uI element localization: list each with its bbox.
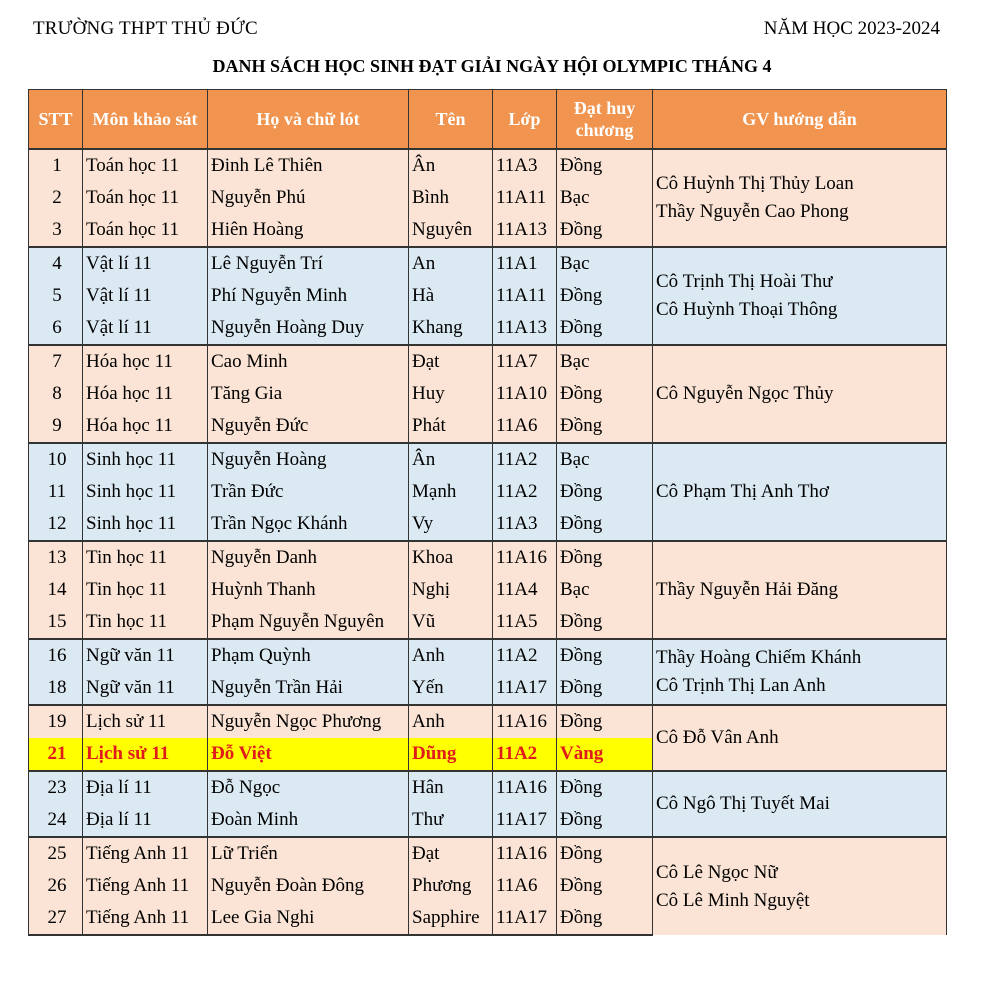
cell-subject: Vật lí 11 [83, 312, 208, 345]
cell-subject: Sinh học 11 [83, 508, 208, 541]
cell-stt: 19 [29, 705, 83, 738]
cell-stt: 3 [29, 214, 83, 247]
cell-given-name: Hân [409, 771, 493, 804]
cell-stt: 6 [29, 312, 83, 345]
cell-class: 11A6 [493, 410, 557, 443]
teacher-name: Cô Trịnh Thị Lan Anh [656, 675, 826, 696]
cell-medal: Bạc [557, 443, 653, 476]
cell-surname: Phạm Nguyễn Nguyên [208, 606, 409, 639]
cell-given-name: Vũ [409, 606, 493, 639]
cell-given-name: Thư [409, 804, 493, 837]
cell-given-name: Mạnh [409, 476, 493, 508]
cell-surname: Trần Đức [208, 476, 409, 508]
cell-class: 11A16 [493, 837, 557, 870]
cell-teacher [653, 443, 947, 541]
cell-medal: Đồng [557, 606, 653, 639]
cell-subject: Tiếng Anh 11 [83, 870, 208, 902]
cell-given-name: Sapphire [409, 902, 493, 935]
cell-stt: 11 [29, 476, 83, 508]
cell-medal: Đồng [557, 541, 653, 574]
cell-stt: 5 [29, 280, 83, 312]
cell-surname: Lee Gia Nghi [208, 902, 409, 935]
cell-medal: Vàng [557, 738, 653, 771]
cell-given-name: Vy [409, 508, 493, 541]
cell-given-name: Ân [409, 149, 493, 182]
cell-surname: Phí Nguyễn Minh [208, 280, 409, 312]
teacher-name: Cô Huỳnh Thị Thủy Loan [656, 173, 854, 194]
cell-class: 11A17 [493, 804, 557, 837]
cell-teacher [653, 345, 947, 443]
cell-surname: Lê Nguyễn Trí [208, 247, 409, 280]
cell-subject: Tin học 11 [83, 541, 208, 574]
cell-class: 11A13 [493, 214, 557, 247]
cell-medal: Bạc [557, 247, 653, 280]
cell-subject: Lịch sử 11 [83, 705, 208, 738]
column-header-given-name: Tên [409, 90, 493, 150]
cell-class: 11A13 [493, 312, 557, 345]
cell-given-name: Đạt [409, 837, 493, 870]
cell-surname: Đinh Lê Thiên [208, 149, 409, 182]
cell-given-name: Khang [409, 312, 493, 345]
column-header-medal: Đạt huy chương [557, 90, 653, 150]
cell-given-name: Phương [409, 870, 493, 902]
cell-medal: Đồng [557, 902, 653, 935]
cell-medal: Đồng [557, 149, 653, 182]
cell-teacher [653, 247, 947, 345]
cell-stt: 2 [29, 182, 83, 214]
teacher-name: Cô Ngô Thị Tuyết Mai [656, 793, 830, 814]
teacher-name: Cô Nguyễn Ngọc Thủy [656, 383, 834, 404]
cell-class: 11A5 [493, 606, 557, 639]
cell-subject: Vật lí 11 [83, 247, 208, 280]
table-row [29, 345, 947, 378]
cell-teacher [653, 705, 947, 771]
cell-subject: Toán học 11 [83, 214, 208, 247]
teacher-name: Thầy Nguyễn Hải Đăng [656, 579, 839, 600]
cell-given-name: An [409, 247, 493, 280]
cell-given-name: Bình [409, 182, 493, 214]
cell-surname: Cao Minh [208, 345, 409, 378]
cell-class: 11A7 [493, 345, 557, 378]
cell-stt: 25 [29, 837, 83, 870]
cell-surname: Phạm Quỳnh [208, 639, 409, 672]
cell-given-name: Phát [409, 410, 493, 443]
cell-stt: 21 [29, 738, 83, 771]
teacher-name: Cô Trịnh Thị Hoài Thư [656, 271, 833, 292]
cell-class: 11A16 [493, 771, 557, 804]
cell-subject: Sinh học 11 [83, 443, 208, 476]
cell-medal: Đồng [557, 705, 653, 738]
table-row [29, 443, 947, 476]
cell-given-name: Huy [409, 378, 493, 410]
cell-stt: 10 [29, 443, 83, 476]
cell-stt: 15 [29, 606, 83, 639]
cell-medal: Bạc [557, 345, 653, 378]
teacher-name: Thầy Nguyễn Cao Phong [656, 201, 849, 222]
cell-medal: Đồng [557, 410, 653, 443]
cell-teacher [653, 771, 947, 837]
cell-class: 11A4 [493, 574, 557, 606]
teacher-name: Thầy Hoàng Chiếm Khánh [656, 647, 862, 668]
cell-medal: Đồng [557, 672, 653, 705]
cell-teacher [653, 149, 947, 247]
awards-table [28, 89, 947, 936]
table-body [29, 149, 947, 935]
cell-surname: Nguyễn Đoàn Đông [208, 870, 409, 902]
cell-surname: Đoàn Minh [208, 804, 409, 837]
table-row [29, 639, 947, 672]
cell-class: 11A11 [493, 182, 557, 214]
table-row [29, 247, 947, 280]
cell-given-name: Ân [409, 443, 493, 476]
cell-given-name: Nguyên [409, 214, 493, 247]
cell-subject: Hóa học 11 [83, 378, 208, 410]
cell-subject: Tin học 11 [83, 606, 208, 639]
cell-subject: Địa lí 11 [83, 804, 208, 837]
cell-subject: Hóa học 11 [83, 345, 208, 378]
cell-stt: 4 [29, 247, 83, 280]
cell-given-name: Yến [409, 672, 493, 705]
cell-surname: Trần Ngọc Khánh [208, 508, 409, 541]
cell-subject: Lịch sử 11 [83, 738, 208, 771]
cell-teacher [653, 541, 947, 639]
cell-subject: Tiếng Anh 11 [83, 902, 208, 935]
cell-stt: 13 [29, 541, 83, 574]
document-title: DANH SÁCH HỌC SINH ĐẠT GIẢI NGÀY HỘI OLYMPIC THÁNG 4 [212, 56, 772, 76]
school-year: NĂM HỌC 2023-2024 [763, 18, 940, 39]
cell-subject: Vật lí 11 [83, 280, 208, 312]
cell-medal: Đồng [557, 214, 653, 247]
cell-class: 11A2 [493, 443, 557, 476]
teacher-name: Cô Phạm Thị Anh Thơ [656, 481, 829, 502]
header-row [29, 90, 947, 150]
table-row [29, 149, 947, 182]
table-row [29, 771, 947, 804]
cell-subject: Toán học 11 [83, 182, 208, 214]
school-name: TRƯỜNG THPT THỦ ĐỨC [33, 18, 258, 39]
table-row [29, 705, 947, 738]
teacher-name: Cô Huỳnh Thoại Thông [656, 299, 838, 320]
cell-subject: Ngữ văn 11 [83, 672, 208, 705]
cell-stt: 18 [29, 672, 83, 705]
cell-class: 11A1 [493, 247, 557, 280]
cell-subject: Hóa học 11 [83, 410, 208, 443]
column-header-subject: Môn khảo sát [83, 90, 208, 150]
cell-stt: 7 [29, 345, 83, 378]
cell-class: 11A11 [493, 280, 557, 312]
cell-medal: Đồng [557, 771, 653, 804]
table-row [29, 837, 947, 870]
cell-stt: 23 [29, 771, 83, 804]
cell-medal: Đồng [557, 639, 653, 672]
cell-surname: Nguyễn Hoàng Duy [208, 312, 409, 345]
cell-surname: Nguyễn Hoàng [208, 443, 409, 476]
cell-class: 11A17 [493, 672, 557, 705]
cell-subject: Địa lí 11 [83, 771, 208, 804]
cell-surname: Đỗ Ngọc [208, 771, 409, 804]
cell-class: 11A17 [493, 902, 557, 935]
cell-class: 11A3 [493, 149, 557, 182]
cell-subject: Tiếng Anh 11 [83, 837, 208, 870]
cell-medal: Đồng [557, 870, 653, 902]
cell-stt: 24 [29, 804, 83, 837]
cell-surname: Đỗ Việt [208, 738, 409, 771]
table-header [29, 90, 947, 150]
cell-given-name: Anh [409, 705, 493, 738]
cell-medal: Đồng [557, 476, 653, 508]
cell-surname: Nguyễn Trần Hải [208, 672, 409, 705]
cell-class: 11A16 [493, 705, 557, 738]
cell-given-name: Dũng [409, 738, 493, 771]
cell-class: 11A6 [493, 870, 557, 902]
cell-surname: Nguyễn Ngọc Phương [208, 705, 409, 738]
cell-medal: Đồng [557, 508, 653, 541]
cell-subject: Tin học 11 [83, 574, 208, 606]
cell-given-name: Hà [409, 280, 493, 312]
cell-medal: Đồng [557, 280, 653, 312]
cell-class: 11A3 [493, 508, 557, 541]
cell-teacher [653, 639, 947, 705]
cell-medal: Đồng [557, 378, 653, 410]
cell-medal: Đồng [557, 312, 653, 345]
teacher-name: Cô Lê Ngọc Nữ [656, 861, 778, 883]
cell-surname: Huỳnh Thanh [208, 574, 409, 606]
column-header-surname: Họ và chữ lót [208, 90, 409, 150]
cell-surname: Tăng Gia [208, 378, 409, 410]
cell-class: 11A2 [493, 738, 557, 771]
cell-class: 11A16 [493, 541, 557, 574]
cell-stt: 26 [29, 870, 83, 902]
column-header-teacher: GV hướng dẫn [653, 90, 947, 150]
cell-subject: Sinh học 11 [83, 476, 208, 508]
cell-stt: 9 [29, 410, 83, 443]
cell-surname: Hiên Hoàng [208, 214, 409, 247]
cell-stt: 14 [29, 574, 83, 606]
cell-subject: Toán học 11 [83, 149, 208, 182]
cell-given-name: Anh [409, 639, 493, 672]
table-row [29, 541, 947, 574]
cell-medal: Đồng [557, 804, 653, 837]
cell-medal: Bạc [557, 574, 653, 606]
teacher-name: Cô Đỗ Vân Anh [656, 727, 779, 748]
cell-stt: 27 [29, 902, 83, 935]
cell-medal: Đồng [557, 837, 653, 870]
teacher-name: Cô Lê Minh Nguyệt [656, 889, 810, 911]
cell-class: 11A2 [493, 476, 557, 508]
cell-given-name: Nghị [409, 574, 493, 606]
cell-medal: Bạc [557, 182, 653, 214]
cell-given-name: Khoa [409, 541, 493, 574]
cell-surname: Nguyễn Phú [208, 182, 409, 214]
cell-stt: 16 [29, 639, 83, 672]
cell-surname: Nguyễn Danh [208, 541, 409, 574]
cell-subject: Ngữ văn 11 [83, 639, 208, 672]
column-header-class: Lớp [493, 90, 557, 150]
cell-surname: Lữ Triển [208, 837, 409, 870]
cell-stt: 12 [29, 508, 83, 541]
column-header-stt: STT [29, 90, 83, 150]
cell-stt: 1 [29, 149, 83, 182]
cell-given-name: Đạt [409, 345, 493, 378]
cell-teacher [653, 837, 947, 935]
cell-surname: Nguyễn Đức [208, 410, 409, 443]
cell-class: 11A10 [493, 378, 557, 410]
cell-class: 11A2 [493, 639, 557, 672]
cell-stt: 8 [29, 378, 83, 410]
